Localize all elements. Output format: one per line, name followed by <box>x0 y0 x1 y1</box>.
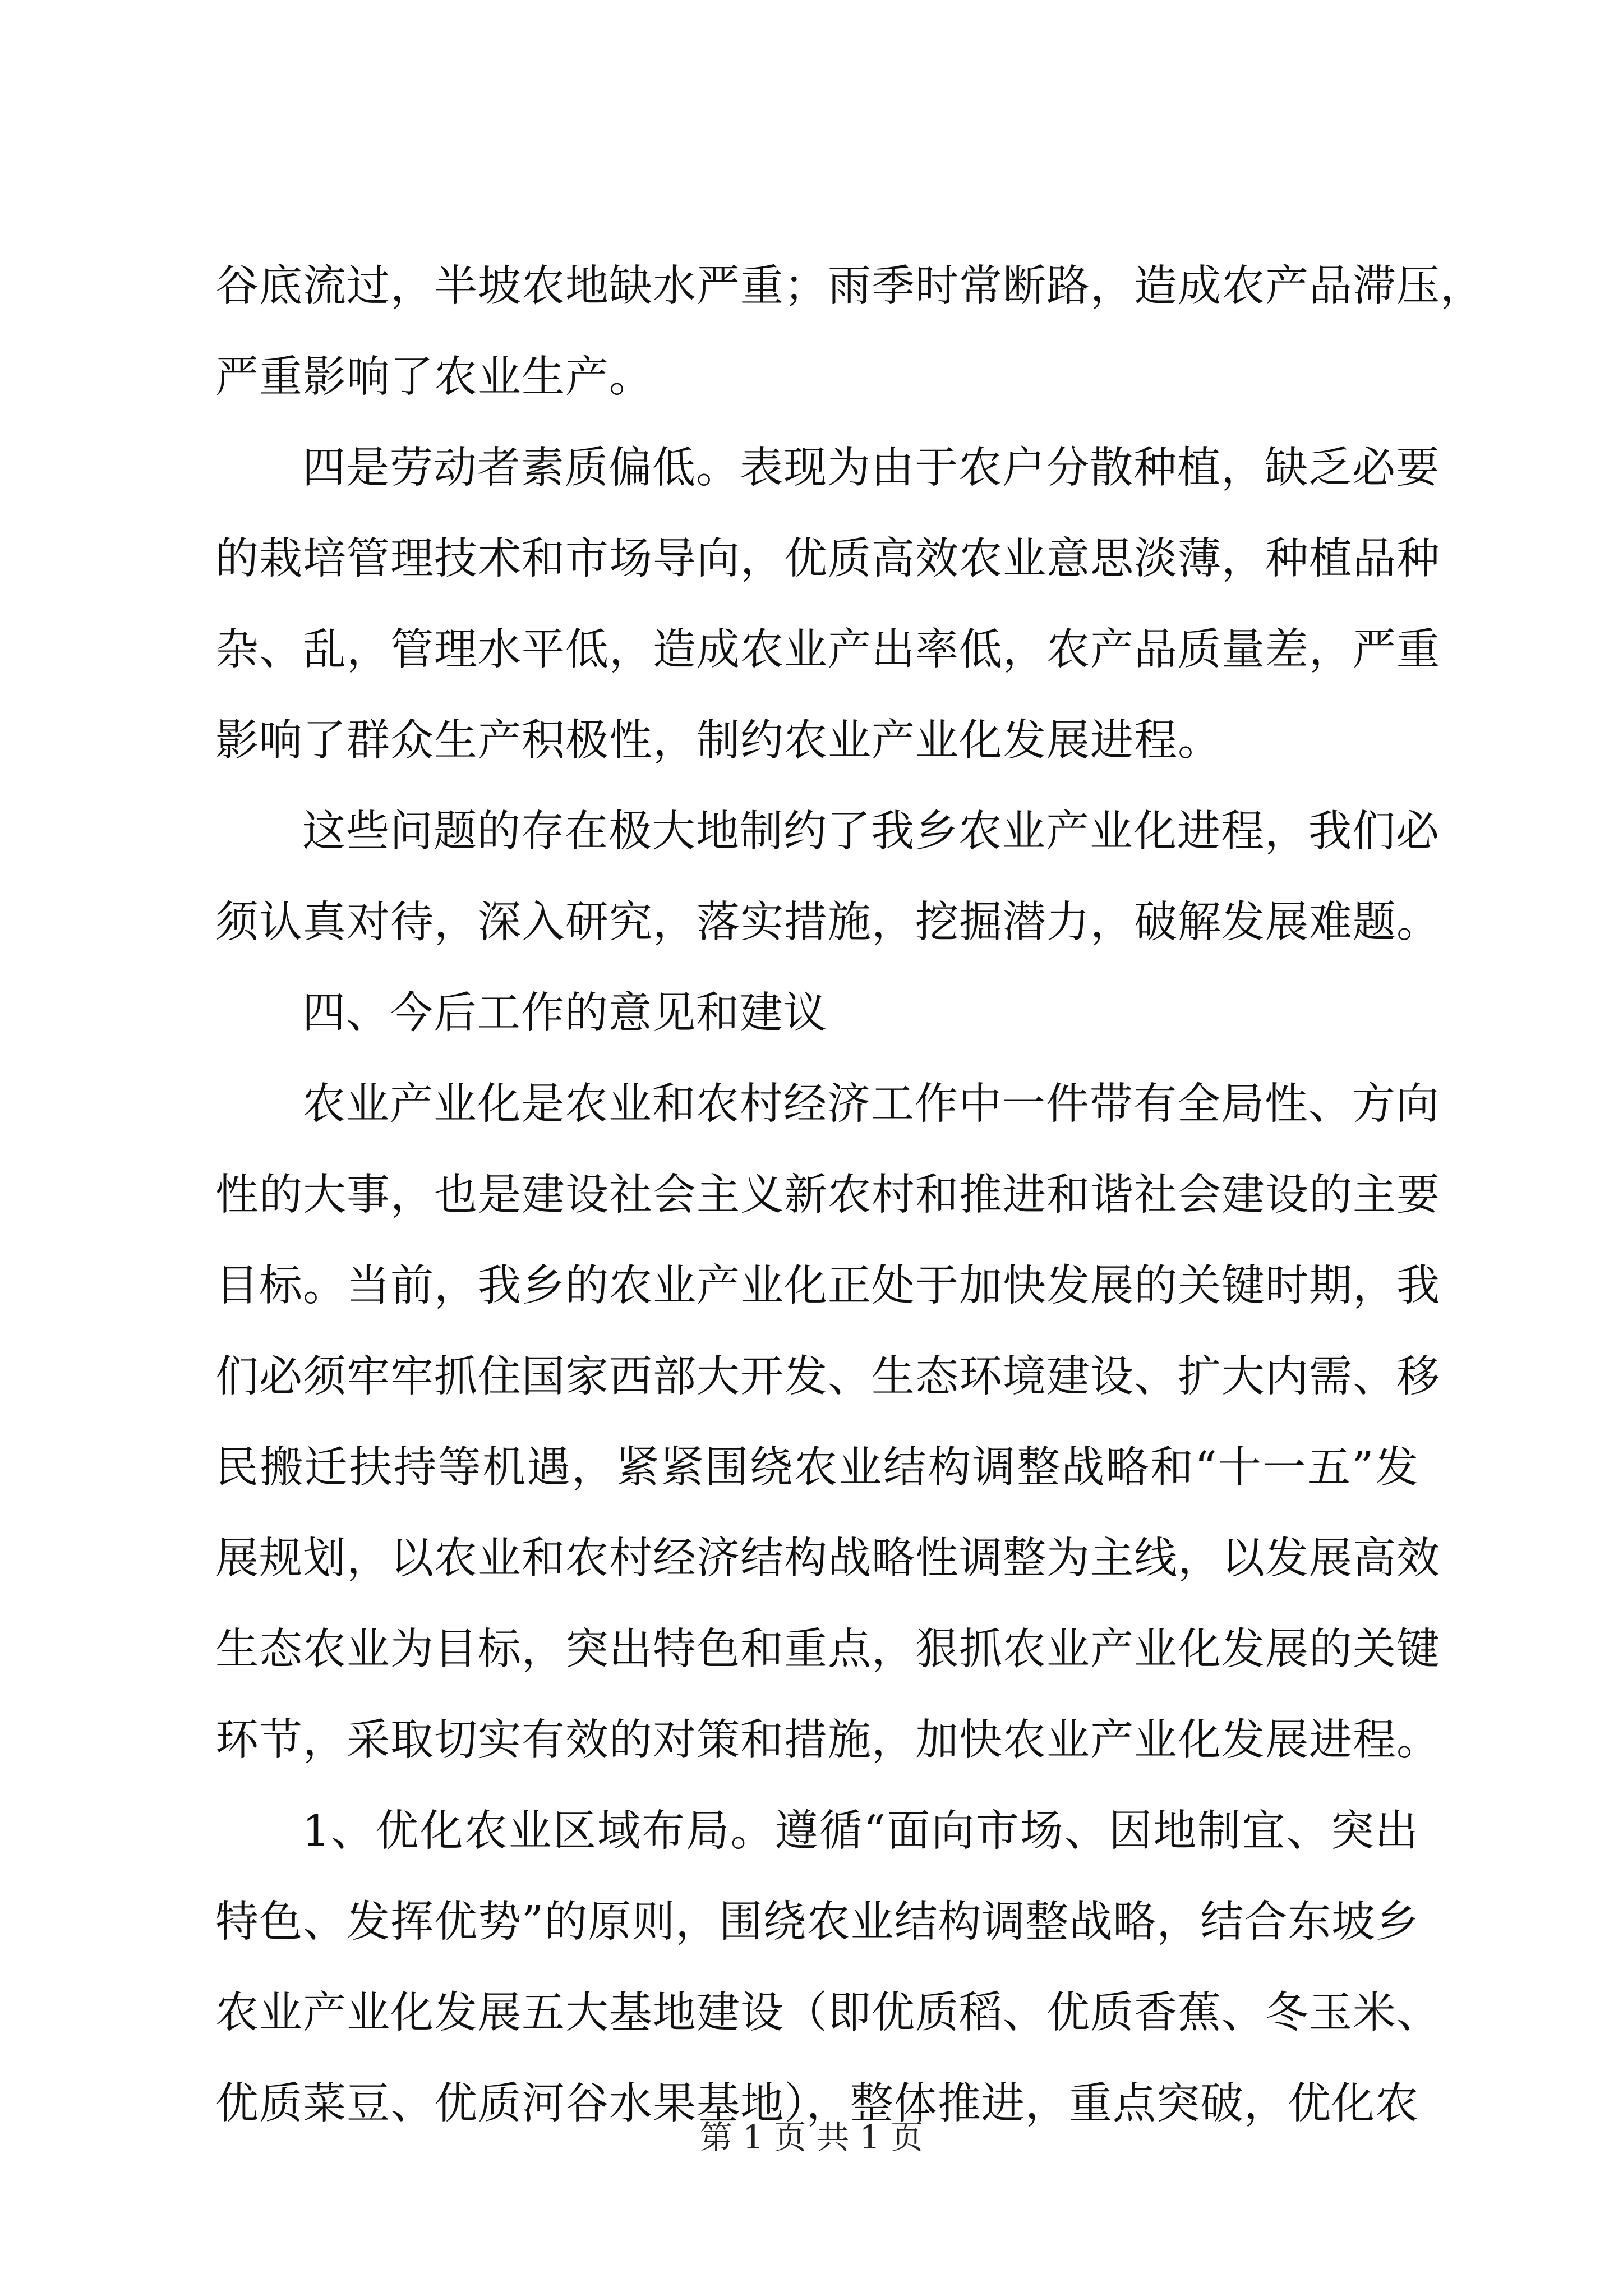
text-line: 展规划，以农业和农村经济结构战略性调整为主线，以发展高效 <box>215 1534 1440 1584</box>
text-line: 影响了群众生产积极性，制约农业产业化发展进程。 <box>215 716 1221 766</box>
page-number-footer: 第 1 页 共 1 页 <box>700 2118 923 2156</box>
text-line: 农业产业化是农业和农村经济工作中一件带有全局性、方向 <box>302 1079 1440 1129</box>
text-line: 特色、发挥优势”的原则，围绕农业结构调整战略，结合东坡乡 <box>215 1897 1419 1947</box>
text-line: 四是劳动者素质偏低。表现为由于农户分散种植，缺乏必要 <box>302 443 1440 493</box>
text-line: 农业产业化发展五大基地建设（即优质稻、优质香蕉、冬玉米、 <box>215 1988 1440 2038</box>
text-line: 的栽培管理技术和市场导向，优质高效农业意思淡薄，种植品种 <box>215 534 1440 584</box>
text-line: 生态农业为目标，突出特色和重点，狠抓农业产业化发展的关键 <box>215 1625 1440 1674</box>
text-line: 民搬迁扶持等机遇，紧紧围绕农业结构调整战略和“十一五”发 <box>215 1443 1419 1493</box>
text-line: 1、优化农业区域布局。遵循“面向市场、因地制宜、突出 <box>302 1806 1419 1856</box>
section-heading: 四、今后工作的意见和建议 <box>302 988 827 1038</box>
text-line: 杂、乱，管理水平低，造成农业产出率低，农产品质量差，严重 <box>215 625 1440 675</box>
text-line: 性的大事，也是建设社会主义新农村和推进和谐社会建设的主要 <box>215 1170 1440 1220</box>
text-line: 谷底流过，半坡农地缺水严重；雨季时常断路，造成农产品滞压， <box>215 261 1484 311</box>
text-line: 优质菜豆、优质河谷水果基地），整体推进，重点突破，优化农 <box>215 2079 1419 2129</box>
text-line: 目标。当前，我乡的农业产业化正处于加快发展的关键时期，我 <box>215 1261 1440 1311</box>
text-line: 这些问题的存在极大地制约了我乡农业产业化进程，我们必 <box>302 807 1440 857</box>
text-line: 严重影响了农业生产。 <box>215 352 653 402</box>
text-line: 须认真对待，深入研究，落实措施，挖掘潜力，破解发展难题。 <box>215 898 1440 947</box>
text-line: 环节，采取切实有效的对策和措施，加快农业产业化发展进程。 <box>215 1715 1440 1765</box>
document-body <box>215 241 1484 2150</box>
text-line: 们必须牢牢抓住国家西部大开发、生态环境建设、扩大内需、移 <box>215 1352 1440 1402</box>
